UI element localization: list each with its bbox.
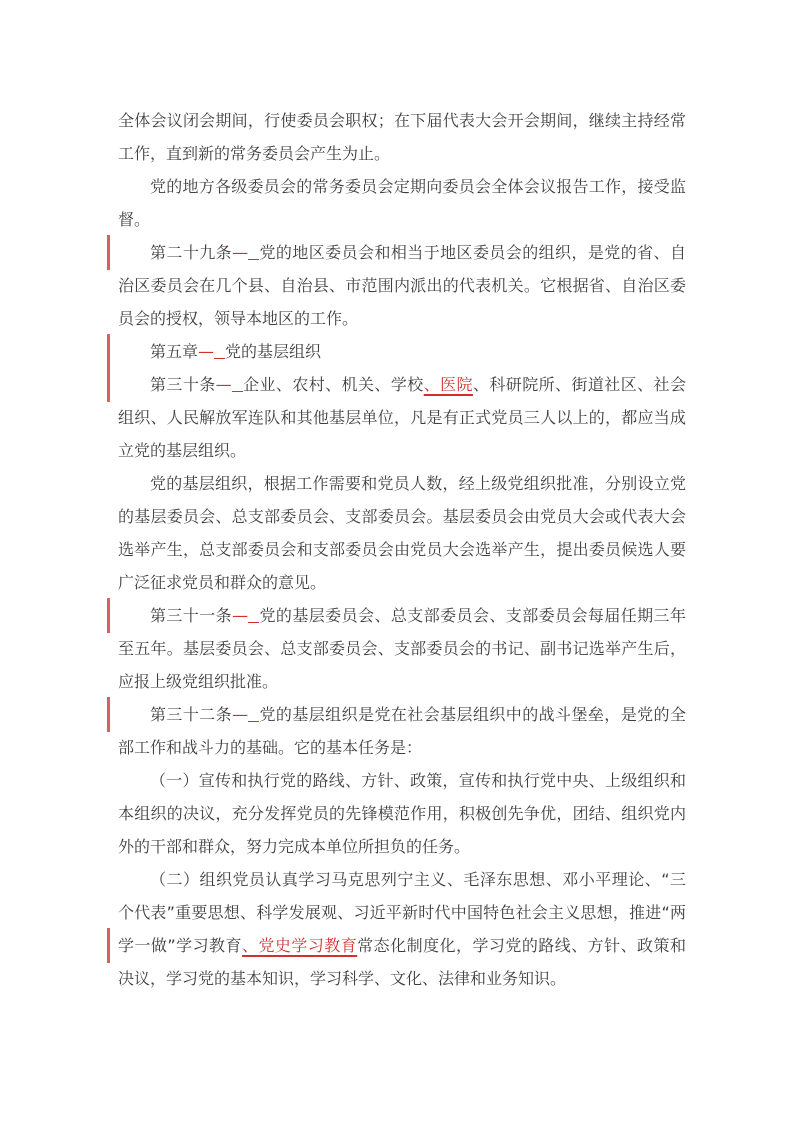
text-run: 党的基层组织 [225,342,322,361]
text-run: 第三十二条 [150,705,233,724]
paragraph-10 [118,863,686,995]
text-run: （二）组织党员认真学习马克思列宁主义、毛泽东思想、邓小平理论、“三个代表”重要思想、科学发展观、习近平新时代中国特色社会主义思想，推进“两学一做”学习教育 [118,870,686,955]
inserted-text: 、党史学习教育 [241,936,358,955]
paragraph-7 [118,599,686,698]
text-run: 党的地区委员会和相当于地区委员会的组织，是党的省、自治区委员会在几个县、自治县、市范围内派出的代表机关。它根据省、自治区委员会的授权，领导本地区的工作。 [118,243,686,328]
text-run: 、科研院所、街道社区、社会组织、人民解放军连队和其他基层单位，凡是有正式党员三人以上的，都应当成立党的基层组织。 [118,375,686,460]
paragraph-1 [118,104,686,170]
text-run: 党的基层组织，根据工作需要和党员人数，经上级党组织批准，分别设立党的基层委员会、总支部委员会、支部委员会。基层委员会由党员大会或代表大会选举产生，总支部委员会和支部委员会由党员大会选举产生，提出委员候选人要广泛征求党员和群众的意见。 [118,474,686,592]
inserted-dash: — [232,606,249,625]
text-run: 第五章 [150,342,199,361]
text-run: 党的基层委员会、总支部委员会、支部委员会每届任期三年至五年。基层委员会、总支部委员会、支部委员会的书记、副书记选举产生后，应报上级党组织批准。 [118,606,686,691]
inserted-space [248,248,259,260]
paragraph-8 [118,698,686,764]
revision-change-bar [107,334,110,369]
revision-change-bar [107,367,110,402]
paragraph-5 [118,368,686,467]
inserted-dash: — [215,375,232,394]
paragraph-2 [118,170,686,236]
inserted-dash: — [198,342,215,361]
text-run: 第三十条 [150,375,216,394]
text-run: 党的地方各级委员会的常务委员会定期向委员会全体会议报告工作，接受监督。 [118,177,686,229]
paragraph-4 [118,335,686,368]
inserted-space [248,710,259,722]
text-run: 全体会议闭会期间，行使委员会职权；在下届代表大会开会期间，继续主持经常工作，直到新的常务委员会产生为止。 [118,111,686,163]
paragraph-9 [118,764,686,863]
text-run: （一）宣传和执行党的路线、方针、政策，宣传和执行党中央、上级组织和本组织的决议，充分发挥党员的先锋模范作用，积极创先争优，团结、组织党内外的干部和群众，努力完成本单位所担负的任务。 [118,771,686,856]
text-run: 第二十九条 [150,243,233,262]
revision-change-bar [107,928,110,963]
paragraph-3 [118,236,686,335]
inserted-space [248,611,259,623]
text-run: 企业、农村、机关、学校 [242,375,424,394]
inserted-dash: — [232,705,249,724]
inserted-text: 、医院 [423,375,473,394]
revision-change-bar [107,697,110,732]
inserted-dash: — [232,243,249,262]
text-run: 常态化制度化，学习党的路线、方针、政策和决议，学习党的基本知识，学习科学、文化、法律和业务知识。 [118,936,686,988]
inserted-space [214,347,225,359]
paragraph-6 [118,467,686,599]
revision-change-bar [107,598,110,633]
inserted-space [232,380,243,392]
text-run: 党的基层组织是党在社会基层组织中的战斗堡垒，是党的全部工作和战斗力的基础。它的基本任务是： [118,705,686,757]
text-run: 第三十一条 [150,606,233,625]
revision-change-bar [107,235,110,270]
